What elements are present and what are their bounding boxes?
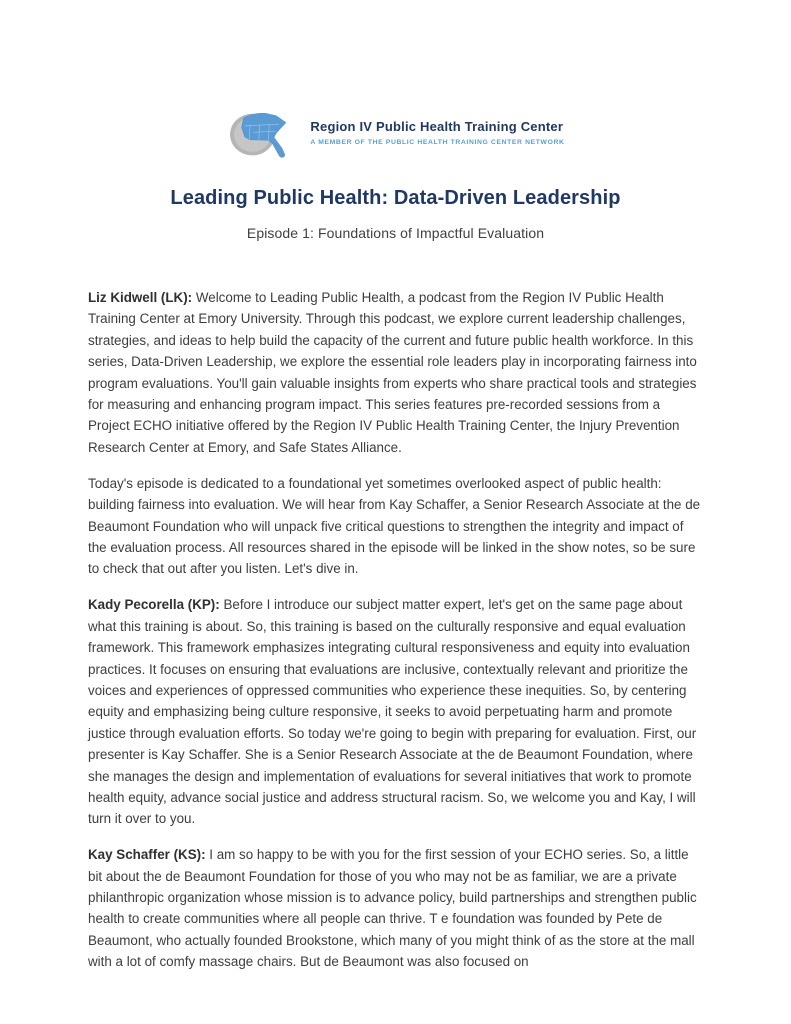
speaker-text: Today's episode is dedicated to a foundational yet sometimes overlooked aspect of public health: building fairness into evaluation. We will hear from Kay Schaffer, a Senior Research Associate at the de Beaumont Foundation who will unpack five critical questions to strengthen the integrity and impact of the evaluation process. All resources shared in the episode will be linked in the show notes, so be sure to check that out after you listen. Let's dive in. bbox=[88, 475, 701, 577]
logo bbox=[0, 0, 791, 160]
transcript-paragraph bbox=[88, 594, 703, 829]
speaker-name: Liz Kidwell (LK): bbox=[88, 290, 196, 305]
speaker-text: I am so happy to be with you for the first session of your ECHO series. So, a little bit about the de Beaumont Foundation for those of you who may not be as familiar, we are a private philanthropic organization whose mission is to advance policy, build partnerships and strengthen public health to create communities where all people can thrive. T e foundation was founded by Pete de Beaumont, who actually founded Brookstone, which many of you might think of as the store at the mall with a lot of comfy massage chairs. But de Beaumont was also focused on bbox=[88, 847, 697, 970]
speaker-text: Welcome to Leading Public Health, a podcast from the Region IV Public Health Training Center at Emory University. Through this podcast, we explore current leadership challenges, strategies, and ideas to help build the capacity of the current and future public health workforce. In this series, Data-Driven Leadership, we explore the essential role leaders play in incorporating fairness into program evaluations. You'll gain valuable insights from experts who share practical tools and strategies for measuring and enhancing program impact. This series features pre-recorded sessions from a Project ECHO initiative offered by the Region IV Public Health Training Center, the Injury Prevention Research Center at Emory, and Safe States Alliance. bbox=[88, 290, 697, 455]
transcript-body bbox=[88, 287, 703, 973]
page-subtitle: Episode 1: Foundations of Impactful Evaluation bbox=[246, 225, 545, 241]
speaker-text: Before I introduce our subject matter expert, let's get on the same page about what this training is about. So, this training is based on the culturally responsive and equal evaluation framework. This framework emphasizes integrating cultural responsiveness and equity into evaluation practices. It focuses on ensuring that evaluations are inclusive, contextually relevant and prioritize the voices and experiences of oppressed communities who experience these inequities. So, by centering equity and emphasizing being culture responsive, it seeks to avoid perpetuating harm and promote justice through evaluation efforts. So today we're going to begin with preparing for evaluation. First, our presenter is Kay Schaffer. She is a Senior Research Associate at the de Beaumont Foundation, where she manages the design and implementation of evaluations for several initiatives that work to promote health equity, advance social justice and address structural racism. So, we welcome you and Kay, I will turn it over to you. bbox=[88, 597, 697, 827]
page-title: Leading Public Health: Data-Driven Leadership bbox=[170, 187, 621, 209]
speaker-name: Kay Schaffer (KS): bbox=[88, 847, 210, 863]
transcript-paragraph bbox=[88, 844, 703, 972]
speaker-name: Kady Pecorella (KP): bbox=[88, 597, 224, 613]
region-iv-map-icon bbox=[226, 106, 306, 160]
logo-tagline: A MEMBER OF THE PUBLIC HEALTH TRAINING CENTER NETWORK bbox=[310, 138, 565, 146]
logo-text bbox=[310, 120, 564, 146]
transcript-paragraph bbox=[88, 473, 703, 580]
transcript-paragraph bbox=[88, 287, 703, 458]
logo-title: Region IV Public Health Training Center bbox=[310, 119, 564, 135]
